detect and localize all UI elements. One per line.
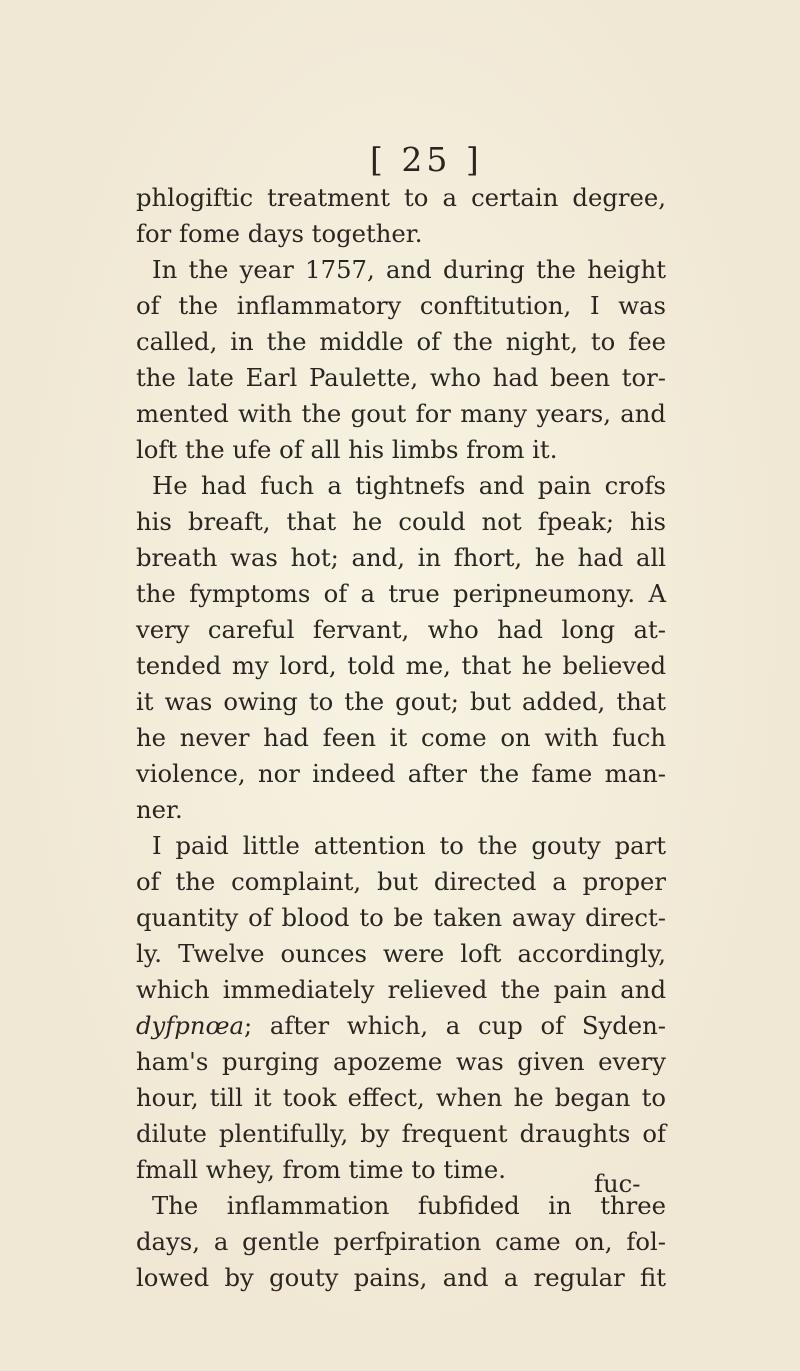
text-line: ner. bbox=[136, 795, 183, 824]
text-line: fmall whey, from time to time. bbox=[136, 1155, 507, 1184]
text-line: for fome days together. bbox=[136, 219, 423, 248]
text-line: phlogiftic treatment to a certain degree, bbox=[136, 183, 666, 212]
catchword: fuc- bbox=[594, 1169, 641, 1198]
text-line: The inflammation fubfided in three bbox=[152, 1191, 666, 1220]
text-line: of the inflammatory conftitution, I was bbox=[136, 291, 666, 320]
italic-word: dyfpnœa bbox=[136, 1011, 244, 1040]
text-line: He had fuch a tightnefs and pain crofs bbox=[152, 471, 666, 500]
text-line: days, a gentle perfpiration came on, fol- bbox=[136, 1227, 666, 1256]
line-remainder: ; after which, a cup of Syden- bbox=[243, 1011, 666, 1040]
body-text bbox=[136, 180, 666, 1296]
text-line: loft the ufe of all his limbs from it. bbox=[136, 435, 558, 464]
text-line: mented with the gout for many years, and bbox=[136, 399, 666, 428]
text-line: it was owing to the gout; but added, that bbox=[136, 687, 666, 716]
text-line: called, in the middle of the night, to fee bbox=[136, 327, 666, 356]
text-line: of the complaint, but directed a proper bbox=[136, 867, 666, 896]
text-line: very careful fervant, who had long at- bbox=[136, 615, 666, 644]
text-line: violence, nor indeed after the fame man- bbox=[136, 759, 666, 788]
text-line: In the year 1757, and during the height bbox=[152, 255, 666, 284]
text-line: which immediately relieved the pain and bbox=[136, 975, 666, 1004]
text-line: quantity of blood to be taken away direct- bbox=[136, 903, 666, 932]
text-line: the late Earl Paulette, who had been tor- bbox=[136, 363, 666, 392]
text-line: he never had feen it come on with fuch bbox=[136, 723, 666, 752]
text-line: breath was hot; and, in fhort, he had all bbox=[136, 543, 666, 572]
text-line: the fymptoms of a true peripneumony. A bbox=[136, 579, 666, 608]
text-line: I paid little attention to the gouty part bbox=[152, 831, 666, 860]
text-line: hour, till it took effect, when he began to bbox=[136, 1083, 666, 1112]
page-number-header: [ 25 ] bbox=[370, 140, 483, 179]
text-line: ham's purging apozeme was given every bbox=[136, 1047, 666, 1076]
text-line: tended my lord, told me, that he believed bbox=[136, 651, 666, 680]
text-line-italic-start bbox=[136, 1008, 666, 1044]
text-line: ly. Twelve ounces were loft accordingly, bbox=[136, 939, 666, 968]
text-line: his breaft, that he could not fpeak; his bbox=[136, 507, 666, 536]
text-line: dilute plentifully, by frequent draughts of bbox=[136, 1119, 666, 1148]
text-line: lowed by gouty pains, and a regular fit bbox=[136, 1263, 666, 1292]
